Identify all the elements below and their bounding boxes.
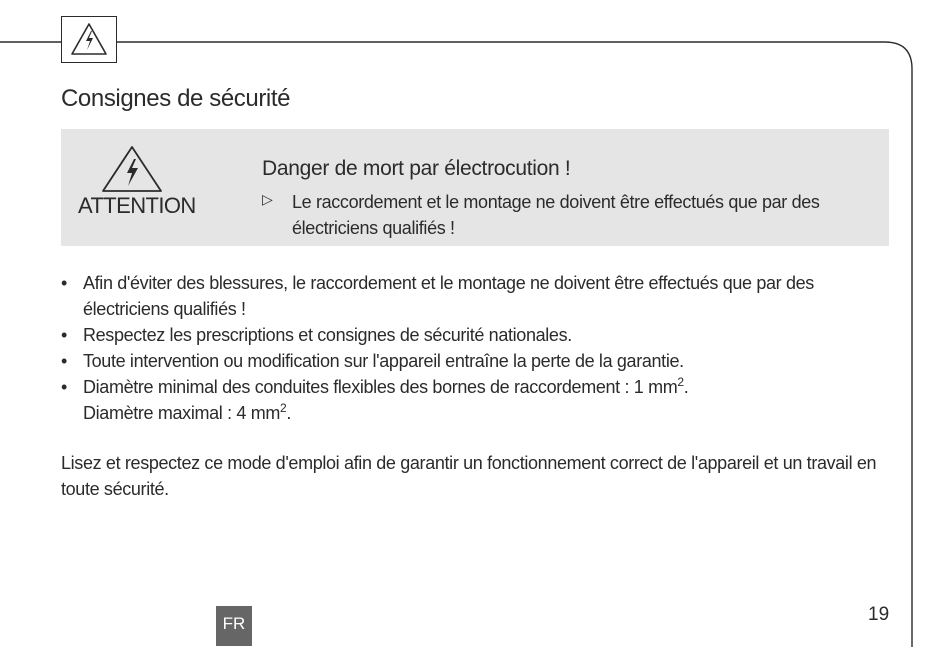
list-item: [61, 374, 861, 426]
page-number: 19: [868, 604, 890, 625]
punctuation: .: [683, 377, 689, 397]
page-title: Consignes de sécurité: [61, 85, 291, 112]
list-item-text: Diamètre maximal : 4 mm: [83, 403, 280, 423]
language-badge: FR: [216, 606, 252, 646]
list-item: [61, 270, 861, 322]
warning-box: [61, 129, 889, 246]
warning-label: ATTENTION: [78, 193, 196, 218]
bullet-icon: •: [61, 325, 67, 345]
instruction-paragraph: Lisez et respectez ce mode d'emploi afin de garantir un fonctionnement correct de l'appareil et un travail en toute sécurité.: [61, 453, 877, 499]
list-item: [61, 348, 861, 374]
punctuation: .: [286, 403, 291, 423]
list-item-text: Diamètre minimal des conduites flexibles des bornes de raccordement : 1 mm: [83, 377, 678, 397]
list-item-text: Respectez les prescriptions et consignes de sécurité nationales.: [83, 325, 572, 345]
warning-heading: Danger de mort par électrocution !: [262, 157, 571, 180]
list-item: [61, 322, 861, 348]
list-item-text: Afin d'éviter des blessures, le raccordement et le montage ne doivent être effectués que par des électriciens qualifiés !: [83, 273, 814, 319]
safety-bullet-list: [61, 270, 861, 426]
bullet-icon: •: [61, 377, 67, 397]
warning-text: Le raccordement et le montage ne doivent être effectués que par des électriciens qualifiés !: [292, 192, 820, 238]
high-voltage-icon: [70, 22, 108, 56]
list-item-text: Toute intervention ou modification sur l'appareil entraîne la perte de la garantie.: [83, 351, 684, 371]
header-warning-tab: [61, 16, 117, 63]
bullet-icon: •: [61, 273, 67, 293]
superscript: 2: [677, 375, 684, 389]
high-voltage-warning-icon: [101, 145, 163, 193]
superscript: 2: [279, 401, 287, 415]
bullet-icon: •: [61, 351, 67, 371]
arrow-right-icon: ▷: [262, 191, 273, 207]
